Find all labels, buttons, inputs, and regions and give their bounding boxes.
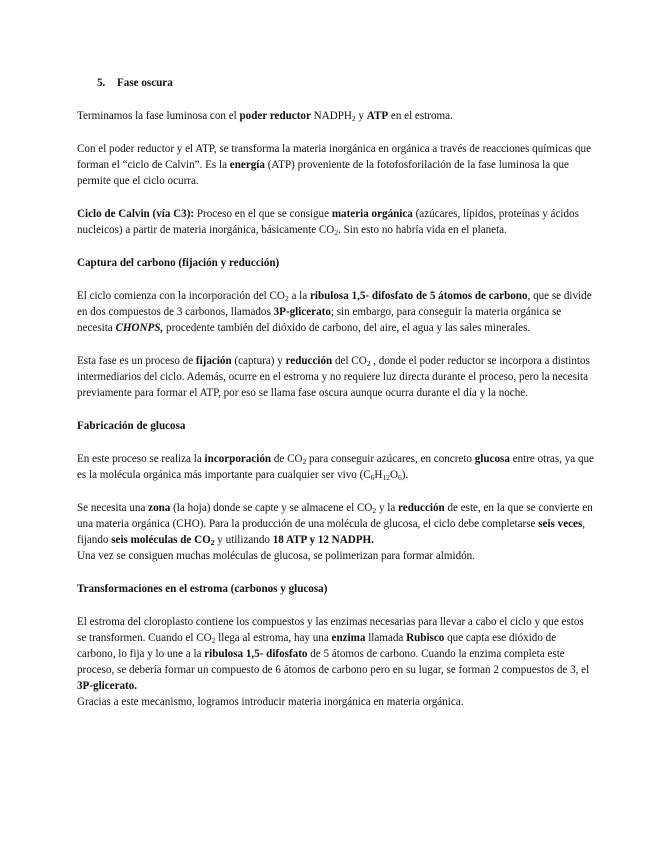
paragraph-calvin-definition: Ciclo de Calvin (vía C3): Proceso en el que se consigue materia orgánica (azúcares, lípidos, proteínas y ácidos nucleicos) a partir de materia inorgánica, básicamente $CO_2$. Sin esto no habría vida en el planeta. — [77, 208, 579, 237]
paragraph-intro: Terminamos la fase luminosa con el poder reductor $NADPH_2$ y ATP en el estroma. — [77, 110, 453, 123]
subheading-captura: Captura del carbono (fijación y reducción) — [77, 257, 280, 269]
subheading-estroma: Transformaciones en el estroma (carbonos y glucosa) — [77, 583, 328, 595]
paragraph-captura-2: Esta fase es un proceso de fijación (captura) y reducción del $CO_2$ , donde el poder reductor se incorpora a distintos intermediarios del ciclo. Además, ocurre en el estroma y no requiere luz directa durante el proceso, pero la necesita previamente para formar el ATP, por eso se llama fase oscura aunque ocurra durante el día y la noche. — [77, 355, 590, 399]
subheading-glucosa: Fabricación de glucosa — [77, 420, 186, 432]
paragraph-captura-1: El ciclo comienza con la incorporación del $CO_2$ a la ribulosa 1,5- difosfato de 5 átomos de carbono, que se divide en dos compuestos de 3 carbonos, llamados 3P-glicerato; sin embargo, para conseguir la materia orgánica se necesita CHONPS, procedente también del dióxido de carbono, del aire, el agua y las sales minerales. — [77, 290, 592, 334]
paragraph-glucosa-1: En este proceso se realiza la incorporación de $CO_2$ para conseguir azúcares, en concreto glucosa entre otras, ya que es la molécula orgánica más importante para cualquier ser vivo $(C_6H_{12}O_6)$. — [77, 453, 594, 482]
paragraph-glucosa-2: Se necesita una zona (la hoja) donde se capte y se almacene el $CO_2$ y la reducción de este, en la que se convierte en una materia orgánica (CHO). Para la producción de una molécula de glucosa, el ciclo debe completarse seis veces, fijando seis moléculas de $CO_2$ y utilizando 18 ATP y 12 NADPH. Una vez se consiguen muchas moléculas de glucosa, se polimerizan para formar almidón. — [77, 502, 593, 562]
paragraph-calvin-overview: Con el poder reductor y el ATP, se transforma la materia inorgánica en orgánica a través de reacciones químicas que forman el “ciclo de Calvin”. Es la energía (ATP) proveniente de la fotofosforilación de la fase luminosa la que permite que el ciclo ocurra. — [77, 143, 592, 187]
section-heading — [97, 75, 595, 91]
paragraph-estroma: El estroma del cloroplasto contiene los compuestos y las enzimas necesarias para llevar a cabo el ciclo y que estos se transformen. Cuando el $CO_2$ llega al estroma, hay una enzima llamada Rubisco que capta ese dióxido de carbono, lo fija y lo une a la ribulosa 1,5- difosfato de 5 átomos de carbono. Cuando la enzima completa este proceso, se debería formar un compuesto de 6 átomos de carbono pero en su lugar, se forman 2 compuestos de 3, el 3P-glicerato. Gracias a este mecanismo, logramos introducir materia inorgánica en materia orgánica. — [77, 616, 590, 708]
section-number: 5. — [97, 77, 106, 89]
section-title: Fase oscura — [117, 77, 173, 89]
